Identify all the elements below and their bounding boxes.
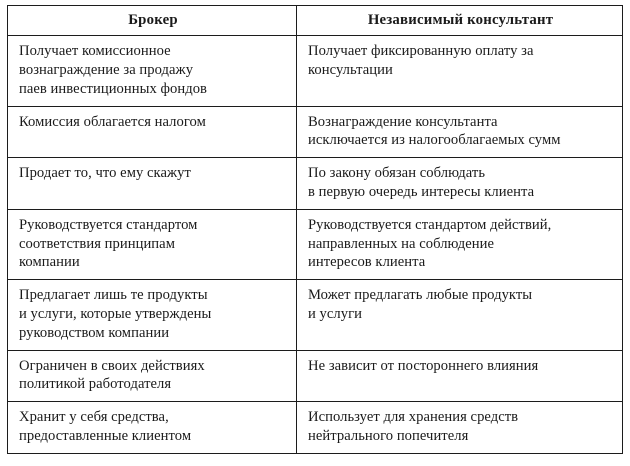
cell-line: Комиссия облагается налогом: [19, 113, 206, 130]
cell-line: Предлагает лишь те продукты: [19, 287, 208, 304]
cell-advisor: [297, 36, 623, 106]
cell-line: Руководствуется стандартом: [19, 216, 198, 233]
cell-line: консультации: [308, 61, 393, 78]
cell-line: предоставленные клиентом: [19, 428, 192, 445]
cell-line: паев инвестиционных фондов: [19, 80, 207, 97]
cell-line: компании: [19, 254, 80, 271]
table-row: [8, 36, 623, 106]
cell-line: и услуги, которые утверждены: [19, 306, 212, 323]
cell-line: в первую очередь интересы клиента: [308, 183, 535, 200]
table-header-row: [8, 6, 623, 36]
cell-broker: [8, 350, 297, 402]
table-body: [8, 36, 623, 454]
cell-broker: [8, 106, 297, 158]
cell-advisor: [297, 209, 623, 279]
cell-line: Руководствуется стандартом действий,: [308, 216, 552, 233]
cell-advisor: [297, 402, 623, 454]
cell-line: Использует для хранения средств: [308, 409, 519, 426]
cell-broker: [8, 158, 297, 210]
cell-line: соответствия принципам: [19, 235, 175, 252]
cell-advisor: [297, 350, 623, 402]
cell-broker: [8, 36, 297, 106]
cell-line: Ограничен в своих действиях: [19, 357, 205, 374]
cell-line: вознаграждение за продажу: [19, 61, 194, 78]
cell-broker: [8, 402, 297, 454]
cell-line: Продает то, что ему скажут: [19, 165, 191, 182]
table-row: [8, 106, 623, 158]
column-header-advisor: Независимый консультант: [297, 6, 623, 36]
table-row: [8, 280, 623, 350]
cell-broker: [8, 209, 297, 279]
cell-line: Хранит у себя средства,: [19, 409, 169, 426]
table-header: [8, 6, 623, 36]
cell-line: руководством компании: [19, 324, 170, 341]
cell-line: исключается из налогооблагаемых сумм: [308, 132, 561, 149]
table-row: [8, 158, 623, 210]
cell-line: Может предлагать любые продукты: [308, 287, 533, 304]
cell-advisor: [297, 280, 623, 350]
cell-line: Не зависит от постороннего влияния: [308, 357, 539, 374]
cell-advisor: [297, 106, 623, 158]
broker-vs-advisor-table: [7, 5, 623, 454]
table-row: [8, 209, 623, 279]
cell-line: интересов клиента: [308, 254, 426, 271]
cell-line: и услуги: [308, 306, 363, 323]
cell-line: политикой работодателя: [19, 376, 172, 393]
cell-line: нейтрального попечителя: [308, 428, 469, 445]
cell-line: Получает комиссионное: [19, 43, 171, 60]
cell-line: Получает фиксированную оплату за: [308, 43, 534, 60]
cell-line: По закону обязан соблюдать: [308, 165, 486, 182]
column-header-broker: Брокер: [8, 6, 297, 36]
cell-advisor: [297, 158, 623, 210]
table-row: [8, 350, 623, 402]
cell-broker: [8, 280, 297, 350]
cell-line: направленных на соблюдение: [308, 235, 495, 252]
cell-line: Вознаграждение консультанта: [308, 113, 498, 130]
table-row: [8, 402, 623, 454]
